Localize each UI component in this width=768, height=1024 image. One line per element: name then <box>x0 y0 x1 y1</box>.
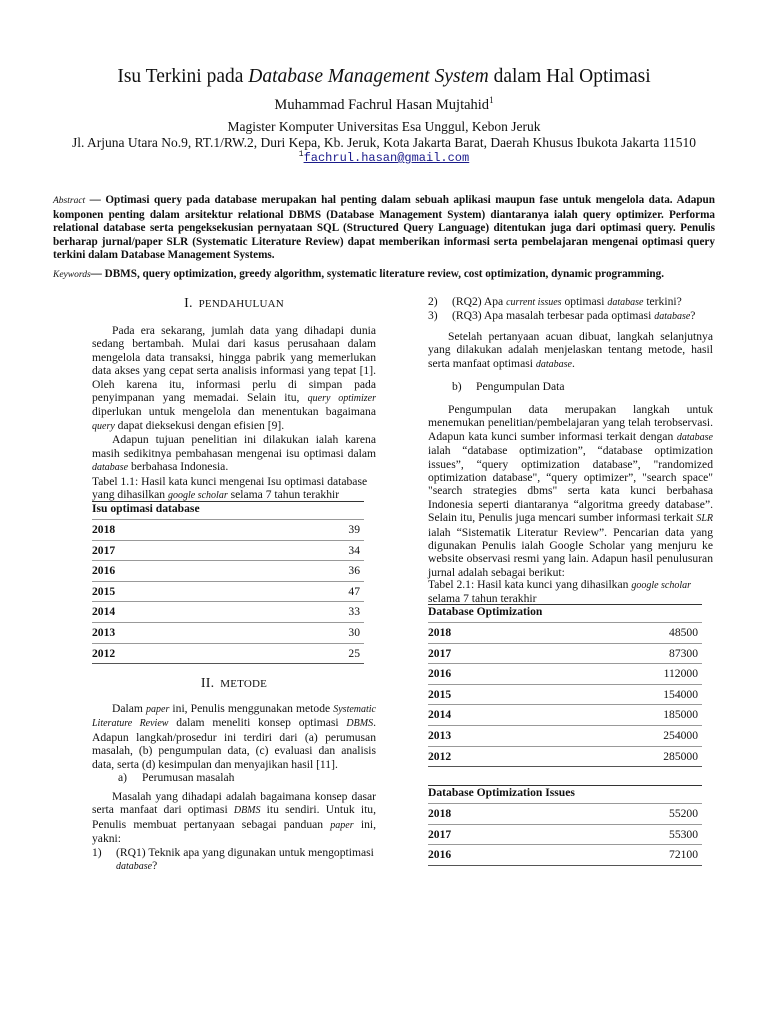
table-cell-value: 25 <box>255 643 364 664</box>
author-email[interactable] <box>0 150 768 165</box>
table-cell-year: 2014 <box>92 602 255 623</box>
q1-text-a: (RQ1) Teknik apa yang digunakan untuk mengoptimasi <box>116 845 374 859</box>
question-3 <box>428 309 713 323</box>
table-cell-year: 2018 <box>92 520 255 541</box>
table-cell-value: 47 <box>255 581 364 602</box>
table-cell-year: 2014 <box>428 705 530 726</box>
table-cell-value: 72100 <box>541 845 702 866</box>
p6-text-c: ialah “Sistematik Literatur Review”. Pencarian data yang digunakan Penulis ialah Google Scholar yang menjuru ke website observasi resmi yang lain. Adapun hasil penulusuran jurnal adalah sebagai berikut: <box>428 525 713 579</box>
p1-text-b: diperlukan untuk mengelola dan menentukan bagaimana <box>92 405 376 419</box>
table-cell-value: 254000 <box>530 725 702 746</box>
q1-italic: database <box>116 861 153 873</box>
title-prefix: Isu Terkini pada <box>117 66 249 87</box>
q1-number: 1) <box>92 845 102 859</box>
table-cell-value: 34 <box>255 540 364 561</box>
section-heading-1 <box>92 297 376 311</box>
p4-text-a: Masalah yang dihadapi adalah bagaimana konsep dasar serta manfaat dari optimasi <box>92 790 376 817</box>
table-1-caption <box>92 475 376 503</box>
affiliation-1: Magister Komputer Universitas Esa Unggul, Kebon Jeruk <box>227 119 541 134</box>
problem-paragraph <box>92 790 376 873</box>
p5-italic: database <box>535 358 572 370</box>
q3-text-a: (RQ3) Apa masalah terbesar pada optimasi <box>452 309 655 323</box>
title-italic: Database Management System <box>248 66 489 87</box>
table-row <box>92 561 364 582</box>
keywords-label: Keywords <box>53 270 91 280</box>
table-row <box>428 643 702 664</box>
table-cell-year: 2016 <box>428 664 530 685</box>
subsection-b-number: b) <box>452 380 462 393</box>
table-cell-year: 2013 <box>92 622 255 643</box>
table-cell-value: 39 <box>255 520 364 541</box>
table-cell-value: 55200 <box>541 804 702 825</box>
p3-text-b: ini, Penulis menggunakan metode <box>169 702 334 715</box>
table-cell-value: 285000 <box>530 746 702 767</box>
table-row <box>92 643 364 664</box>
subsection-b-title: Pengumpulan Data <box>476 380 565 393</box>
paragraph-6 <box>428 403 713 579</box>
cap1-text-b: selama 7 tahun terakhir <box>227 488 340 502</box>
p3-text-d: . Adapun langkah/prosedur ini terdiri dari (a) perumusan masalah, (b) pengumpulan data, (c) evaluasi dan analisis data, serta (d) kesimpulan dan menyajikan hasil [11]. <box>92 716 376 771</box>
p1-italic-1: query optimizer <box>307 393 376 405</box>
q2-text-a: (RQ2) Apa <box>452 295 507 308</box>
paragraph-6-block <box>428 403 713 579</box>
p1-italic-2: query <box>92 420 115 432</box>
p6-italic-2: SLR <box>696 513 713 525</box>
p3-text-a: Dalam <box>112 702 146 715</box>
q2-number: 2) <box>428 295 438 308</box>
table-row <box>428 684 702 705</box>
p3-italic-2: Systematic Literature Review <box>92 704 376 730</box>
table-1-header: Isu optimasi database <box>92 502 364 520</box>
table-cell-year: 2012 <box>92 643 255 664</box>
p5-text-b: . <box>571 356 575 370</box>
affiliation-2: Jl. Arjuna Utara No.9, RT.1/RW.2, Duri Kepa, Kb. Jeruk, Kota Jakarta Barat, Daerah Khusus Ibukota Jakarta 11510 <box>71 135 697 150</box>
q2-text-c: terkini? <box>643 295 682 308</box>
cap2-italic: google scholar <box>631 580 692 591</box>
p2-text-a: Adapun tujuan penelitian ini dilakukan ialah karena masih sedikitnya pembahasan mengenai isu optimasi dalam <box>92 433 376 460</box>
section-1-title: PENDAHULUAN <box>198 298 284 310</box>
keywords-dash: — <box>90 268 105 280</box>
table-row <box>428 705 702 726</box>
method-paragraph <box>92 702 376 784</box>
table-cell-value: 112000 <box>530 664 702 685</box>
title-suffix: dalam Hal Optimasi <box>488 66 651 87</box>
email-link[interactable]: fachrul.hasan@gmail.com <box>303 151 470 165</box>
table-cell-value: 55300 <box>541 824 702 845</box>
table-2-header: Database Optimization <box>428 605 702 623</box>
cap2-text-a: Tabel 2.1: Hasil kata kunci yang dihasilkan <box>428 578 632 591</box>
paragraph-1 <box>92 324 376 433</box>
q1-text-b: ? <box>152 859 158 873</box>
table-row <box>92 520 364 541</box>
table-row <box>428 845 702 866</box>
q2-text-b: optimasi <box>561 295 608 308</box>
section-2-title: METODE <box>220 678 268 690</box>
table-cell-value: 48500 <box>530 623 702 644</box>
table-cell-year: 2018 <box>428 804 541 825</box>
q3-italic: database <box>654 311 691 323</box>
p5-text-a: Setelah pertanyaan acuan dibuat, langkah selanjutnya yang dilakukan adalah menjelaskan tentang metode, hasil serta manfaat optimasi <box>428 330 713 370</box>
subsection-a-number: a) <box>118 771 128 785</box>
table-cell-value: 33 <box>255 602 364 623</box>
q2-italic-1: current issues <box>506 297 562 308</box>
p3-text-c: dalam meneliti konsep optimasi <box>168 716 347 730</box>
table-cell-value: 36 <box>255 561 364 582</box>
table-row <box>428 623 702 644</box>
table-cell-year: 2017 <box>428 824 541 845</box>
table-row <box>428 664 702 685</box>
paragraph-5-block <box>428 330 713 371</box>
p4-italic-1: DBMS <box>233 805 261 817</box>
table-row <box>92 540 364 561</box>
p3-italic-3: DBMS <box>346 718 374 730</box>
keywords-text: DBMS, query optimization, greedy algorithm, systematic literature review, cost optimization, dynamic programming. <box>104 268 665 280</box>
p1-text-a: Pada era sekarang, jumlah data yang dihadapi dunia sedang bertambah. Mulai dari kasus perusahaan dalam mengelola data transaksi, hingga pabrik yang memerlukan data akses yang cepat serta analisis informasi yang tepat [1]. Oleh karena itu, informasi perlu di simpan pada penyimpanan yang memadai. Selain itu, <box>92 324 376 405</box>
question-2 <box>428 295 713 309</box>
subsection-a-title: Perumusan masalah <box>142 771 235 785</box>
p3-italic-1: paper <box>146 704 170 715</box>
table-cell-value: 30 <box>255 622 364 643</box>
paragraph-2 <box>92 433 376 474</box>
paragraph-5 <box>428 330 713 371</box>
email-sup: 1 <box>298 150 304 159</box>
p6-text-a: Pengumpulan data merupakan langkah untuk menemukan penelitian/pembelajaran yang telah terobservasi. Adapun kata kunci sumber informasi terkait dengan <box>428 403 713 443</box>
table-cell-value: 154000 <box>530 684 702 705</box>
p6-text-b: ialah “database optimization”, “database optimization issues”, “query optimization database”, "randomized optimization database", “query optimizer”, "search space" "search strategies dbms" serta kata kunci berbahasa Indonesia seperti diantaranya “algoritma greedy database”. Selain itu, Penulis juga mencari sumber informasi terkait <box>428 444 713 525</box>
author-sup: 1 <box>489 95 494 105</box>
table-cell-year: 2016 <box>92 561 255 582</box>
table-cell-year: 2015 <box>92 581 255 602</box>
p4-text-b: itu sendiri. Untuk itu, Penulis membuat pertanyaan sebagai panduan <box>92 803 376 831</box>
table-2 <box>428 604 702 767</box>
author-name: Muhammad Fachrul Hasan Mujtahid <box>274 96 490 113</box>
p2-italic: database <box>92 462 129 474</box>
cap1-text-a: Tabel 1.1: Hasil kata kunci mengenai Isu optimasi database yang dihasilkan <box>92 475 368 502</box>
author <box>0 95 768 114</box>
table-cell-year: 2017 <box>92 540 255 561</box>
table-cell-year: 2013 <box>428 725 530 746</box>
paragraph-4 <box>92 790 376 846</box>
paragraph-3 <box>92 702 376 771</box>
abstract-dash: — <box>85 194 106 206</box>
abstract-label: Abstract <box>53 196 86 206</box>
table-cell-year: 2018 <box>428 623 530 644</box>
p1-text-c: dapat dieksekusi dengan efisien [9]. <box>114 418 285 432</box>
p2-text-b: berbahasa Indonesia. <box>128 460 229 474</box>
table-cell-value: 87300 <box>530 643 702 664</box>
intro-paragraphs <box>92 324 376 474</box>
subsection-b <box>428 380 713 393</box>
q3-text-b: ? <box>690 309 696 323</box>
table-cell-year: 2017 <box>428 643 530 664</box>
q3-number: 3) <box>428 309 438 323</box>
subsection-a <box>92 771 376 784</box>
table-row <box>92 602 364 623</box>
table-cell-year: 2016 <box>428 845 541 866</box>
table-row <box>92 581 364 602</box>
table-row <box>428 725 702 746</box>
p6-italic-1: database <box>676 431 713 443</box>
keywords <box>53 268 715 283</box>
abstract <box>53 194 715 263</box>
table-3-header: Database Optimization Issues <box>428 786 702 804</box>
table-cell-value: 185000 <box>530 705 702 726</box>
table-cell-year: 2012 <box>428 746 530 767</box>
table-row <box>428 746 702 767</box>
abstract-text: Optimasi query pada database merupakan hal penting dalam sebuah aplikasi maupun fase untuk mengelola data. Adapun komponen penting dalam arsitektur relational DBMS (Database Management System) diantaranya ialah query optimizer. Performa relational database serta pengeksekusian pernyataan SQL (Structured Query Language) ditentukan juga dari optimasi query. Penulis berharap jurnal/paper SLR (Systematic Literature Review) dapat memberikan informasi serta pembelajaran mengenai optimasi query terkini dalam Database Management Systems. <box>53 194 716 262</box>
section-1-number: I. <box>184 296 193 311</box>
cap1-italic: google scholar <box>168 490 228 502</box>
q2-italic-2: database <box>607 297 644 308</box>
table-row <box>92 622 364 643</box>
table-2-caption <box>428 578 713 606</box>
questions-continued <box>428 295 713 324</box>
question-1 <box>92 846 376 874</box>
p4-text-c: ini, yakni: <box>92 817 376 846</box>
table-1 <box>92 501 364 664</box>
table-row <box>428 804 702 825</box>
section-2-number: II. <box>200 676 215 691</box>
table-cell-year: 2015 <box>428 684 530 705</box>
table-row <box>428 824 702 845</box>
cap2-text-b: selama 7 tahun terakhir <box>428 592 537 606</box>
paper-title <box>0 66 768 88</box>
table-3 <box>428 785 702 866</box>
p4-italic-2: paper <box>330 819 354 831</box>
section-heading-2 <box>92 677 376 691</box>
